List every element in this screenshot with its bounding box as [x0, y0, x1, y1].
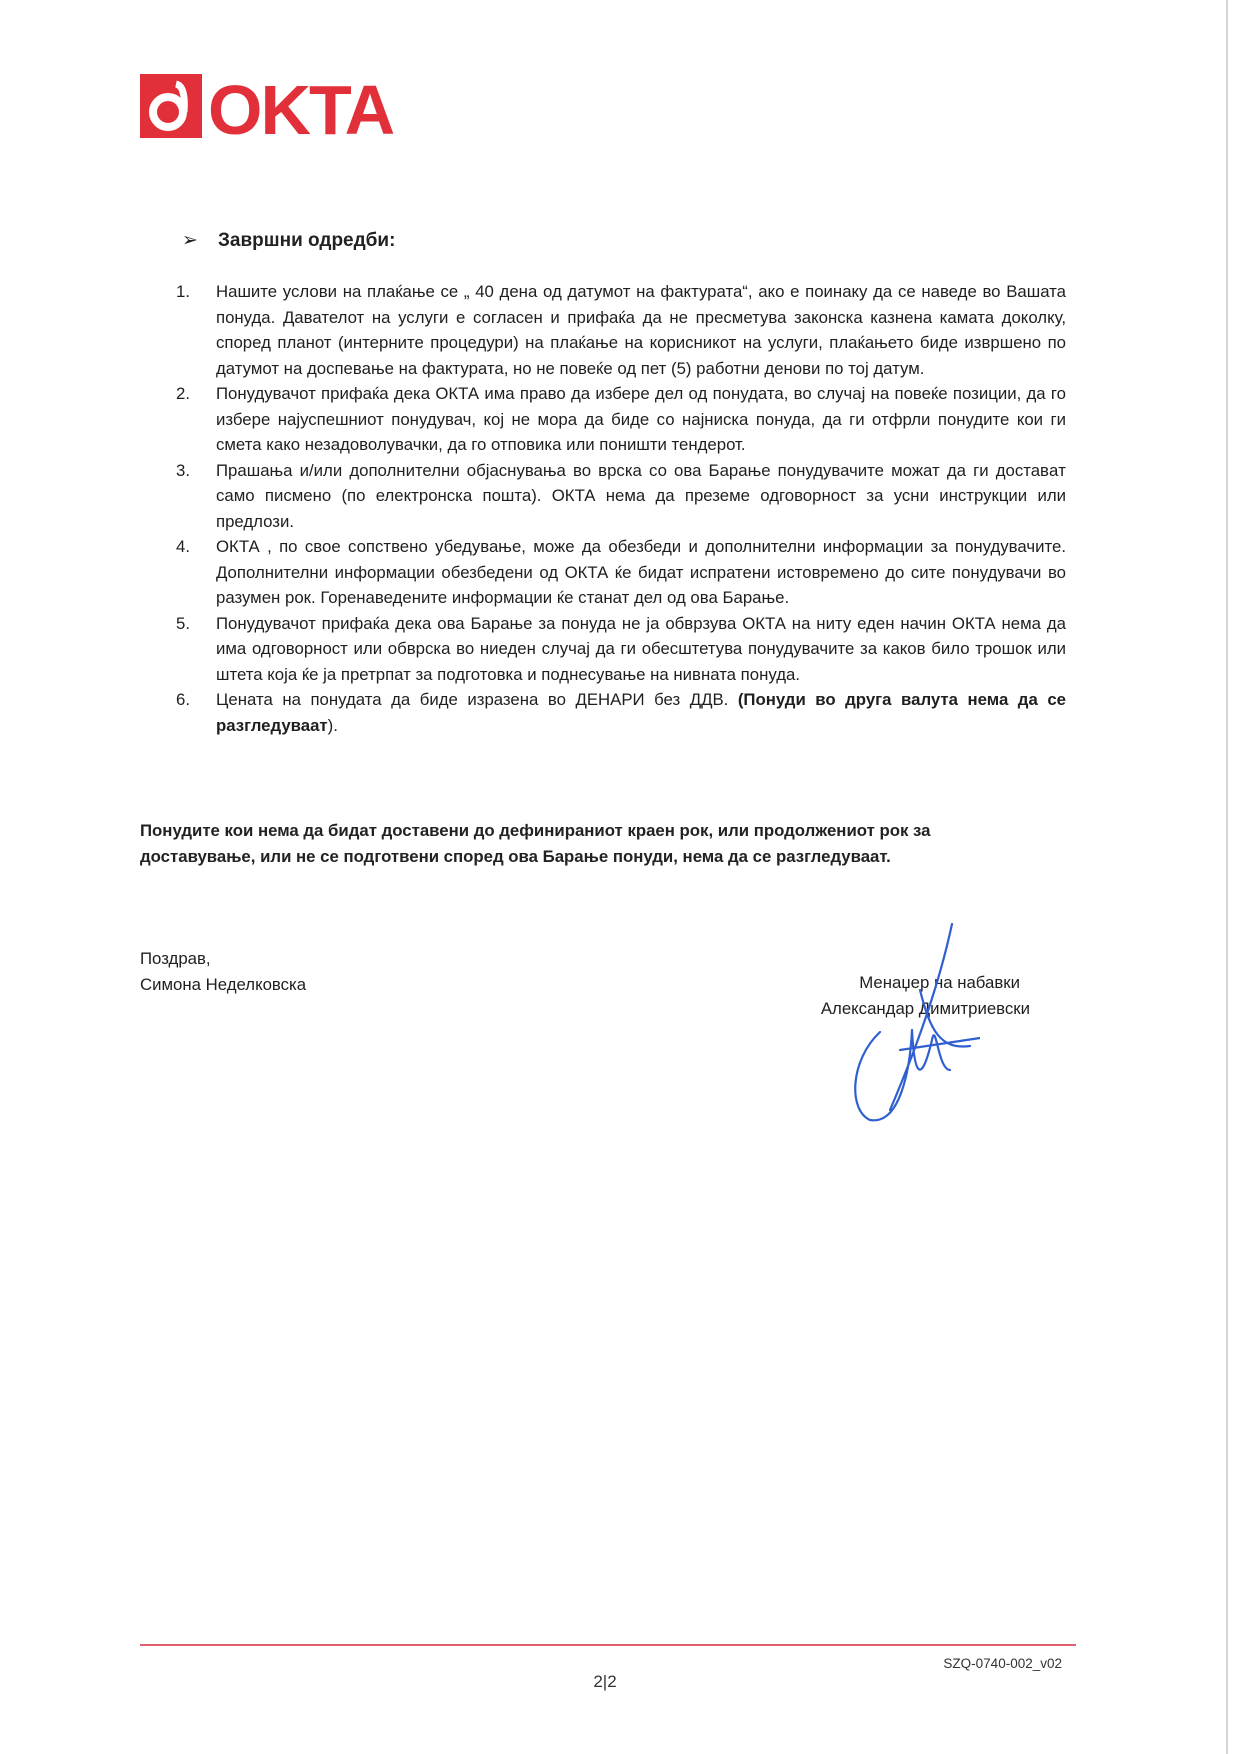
document-code: SZQ-0740-002_v02 — [943, 1656, 1062, 1671]
list-item — [140, 687, 1066, 738]
item-text: Нашите услови на плаќање се „ 40 дена од датумот на фактурата“, ако е поинаку да се наведе во Вашата понуда. Давателот на услуги е согласен и прифаќа да не пресметува законска казнена камата доколку, според планот (интерните процедури) на плаќање на корисникот на услуги, плаќањето биде извршено по датумот на доспевање на фактурата, но не повеќе од пет (5) работни денови по тој датум. — [216, 282, 1066, 378]
sender-name: Симона Неделковска — [140, 975, 307, 994]
greeting-block — [140, 946, 306, 998]
item-text-tail: ). — [327, 715, 338, 735]
signatory-name: Александар Димитриевски — [820, 999, 1030, 1018]
list-item — [140, 279, 1066, 381]
item-number: 3. — [176, 460, 190, 480]
item-number: 6. — [176, 690, 190, 709]
closing-statement: Понудите кои нема да бидат доставени до дефинираниот краен рок, или продолжениот рок за доставување, или не се подготвени според ова Барање понуди, нема да се разгледуваат. — [140, 821, 931, 866]
list-item — [140, 458, 1066, 535]
item-text: Понудувачот прифаќа дека ОКТА има право да избере дел од понудата, во случај на повеќе позиции, да го избере најуспешниот понудувач, кој не мора да биде со најниска понуда, да ги отфрли понудите кои ги смета како незадоволувачки, да го отповика или поништи тендерот. — [216, 384, 1066, 454]
footer-divider — [140, 1644, 1076, 1646]
arrow-bullet-icon: ➢ — [182, 230, 198, 251]
item-text: Прашања и/или дополнителни објаснувања во врска со ова Барање понудувачите можат да ги доставaт само писмено (по електронска пошта). ОКТА нема да преземе одговорност за усни инструкции или предлози. — [216, 460, 1066, 531]
page-edge — [1226, 0, 1228, 1754]
item-number: 5. — [176, 613, 190, 633]
list-item — [140, 611, 1066, 688]
provisions-list — [140, 279, 1066, 738]
handwritten-signature — [840, 920, 980, 1130]
item-text: Понудувачот прифаќа дека ова Барање за понуда не ја обврзува ОКТА на ниту еден начин ОКТА нема да има одговорност или обврска во ниеден случај да ги обесштетува понудувачите за каков било трошок или штета која ќе ја претрпат за подготовка и поднесување на нивната понуда. — [216, 613, 1066, 684]
item-text: ОКТА , по свое сопствено убедување, може да обезбеди и дополнителни информации за понудувачите. Дополнителни информации обезбедени од ОКТА ќе бидат испратени истовремено до сите понудувачи во разумен рок. Горенаведените информации ќе станат дел од ова Барање. — [216, 537, 1066, 607]
heading-title: Завршни одредби: — [218, 230, 396, 251]
section-heading — [182, 229, 395, 252]
list-item — [140, 534, 1066, 611]
page-number: 2|2 — [593, 1672, 617, 1691]
item-text: Цената на понудата да биде изразена во ДЕНАРИ без ДДВ. — [216, 690, 738, 709]
item-number: 4. — [176, 537, 190, 556]
greeting-line: Поздрав, — [140, 949, 211, 968]
item-bold-note: (Понуди во друга валута нема да се разгледуваат — [216, 690, 1066, 735]
okta-logo-mark — [140, 72, 400, 142]
item-number: 2. — [176, 384, 190, 403]
list-item — [140, 381, 1066, 458]
signatory-title: Менаџер на набавки — [859, 973, 1020, 992]
item-number: 1. — [176, 282, 190, 301]
okta-logo — [140, 72, 400, 142]
logo-wordmark: OKTA — [208, 72, 394, 142]
